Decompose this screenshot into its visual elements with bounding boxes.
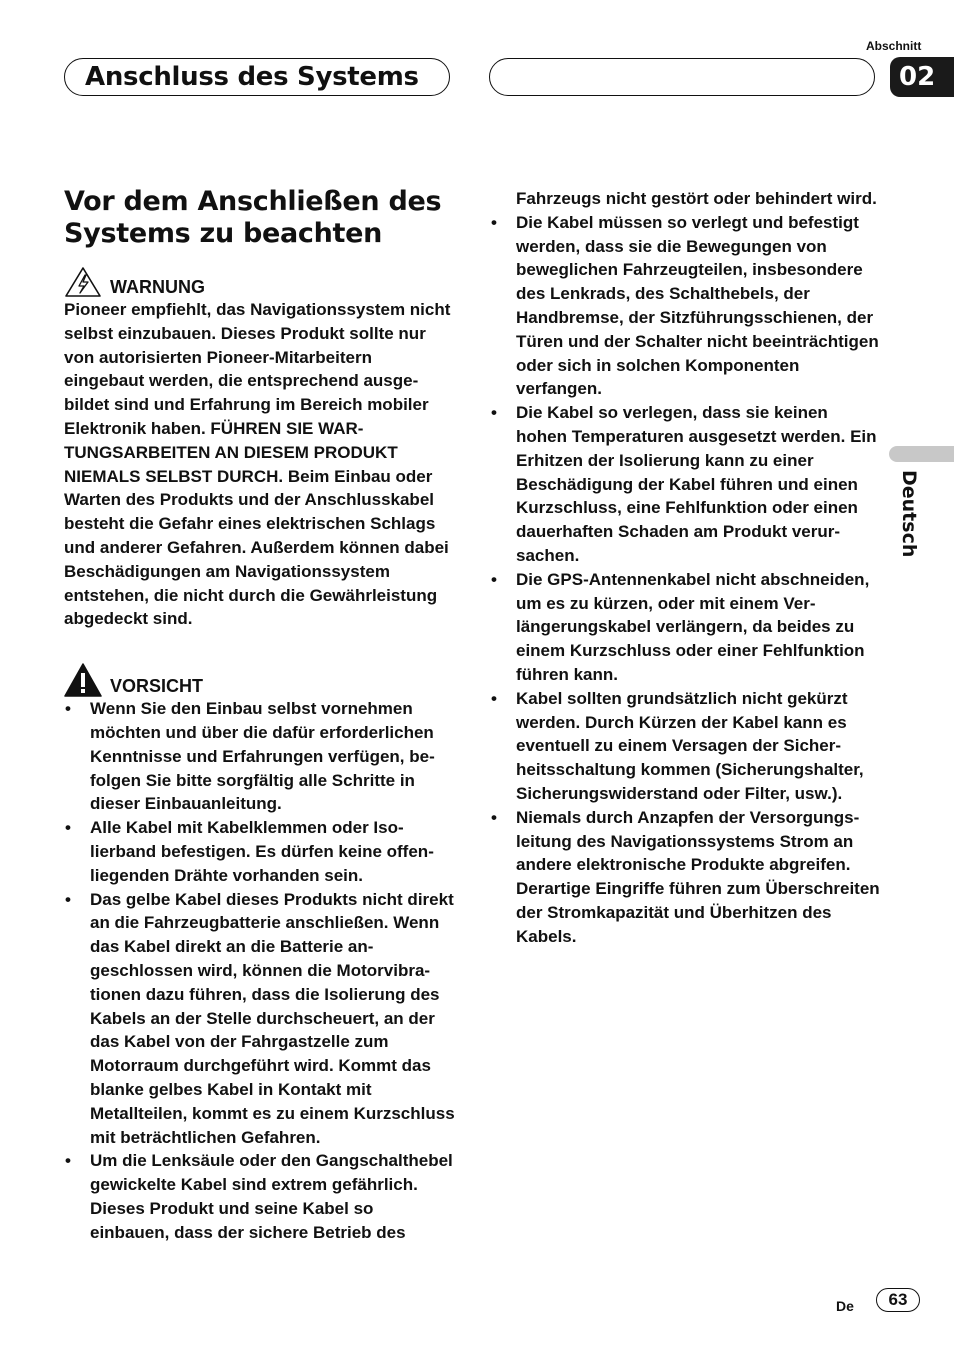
exclamation-warning-icon xyxy=(64,663,102,697)
header-blank-pill xyxy=(489,58,875,96)
list-item-continuation: Fahrzeugs nicht gestört oder behindert wird. xyxy=(516,189,877,208)
list-item: • Um die Lenksäule oder den Gangschalthebel gewickelte Kabel sind extrem gefährlich. Dieses Produkt und seine Kabel so einbauen, dass der sichere Betrieb des xyxy=(64,1149,456,1244)
left-column xyxy=(64,262,456,1244)
section-number: 02 xyxy=(899,62,936,92)
lightning-warning-icon xyxy=(64,266,102,298)
list-item: • Alle Kabel mit Kabelklemmen oder Isolierband befestigen. Es dürfen keine offenliegenden Drähte vorhanden sein. xyxy=(64,816,456,887)
list-item: • Das gelbe Kabel dieses Produkts nicht direkt an die Fahrzeugbatterie anschließen. Wenn das Kabel direkt an die Batterie angeschlossen wird, können die Motorvibrationen dazu führen, dass die Isolierung des Kabels an der Stelle durchscheuert, an der das Kabel von der Fahrgastzelle zum Motorraum durchgeführt wird. Kommt das blanke gelbes Kabel in Kontakt mit Metallteilen, kommt es zu einem Kurzschluss mit beträchtlichen Gefahren. xyxy=(64,888,456,1150)
page-number: 63 xyxy=(876,1288,920,1312)
language-tab xyxy=(889,446,954,462)
section-label: Abschnitt xyxy=(866,39,922,53)
list-item: • Die GPS-Antennenkabel nicht abschneiden, um es zu kürzen, oder mit einem Verlängerungskabel verlängern, da beides zu einem Kurzschluss oder einer Fehlfunktion führen kann. xyxy=(490,568,882,687)
warning-label: WARNUNG xyxy=(110,277,205,297)
list-item: • Wenn Sie den Einbau selbst vornehmen möchten und über die dafür erforderlichen Kenntnisse und Erfahrungen verfügen, befolgen Sie bitte sorgfältig alle Schritte in dieser Einbauanleitung. xyxy=(64,697,456,816)
list-item: • Kabel sollten grundsätzlich nicht gekürzt werden. Durch Kürzen der Kabel kann es eventuell zu einem Versagen der Sicherheitsschaltung kommen (Sicherungshalter, Sicherungswiderstand oder Filter, usw.). xyxy=(490,687,882,806)
chapter-title: Anschluss des Systems xyxy=(85,62,419,92)
page-title: Vor dem Anschließen des Systems zu beachten xyxy=(64,186,442,249)
list-item: • Die Kabel müssen so verlegt und befestigt werden, dass sie die Bewegungen von beweglichen Fahrzeugteilen, insbesondere des Lenkrads, des Schalthebels, der Handbremse, der Sitzführungsschienen, der Türen und der Schalter nicht beeinträchtigen oder sich in solchen Komponenten verfangen. xyxy=(490,211,882,401)
right-column xyxy=(490,187,882,949)
caution-list xyxy=(64,697,456,1244)
caution-label: VORSICHT xyxy=(110,676,204,697)
footer-language-code: De xyxy=(836,1298,854,1314)
chapter-header xyxy=(64,58,450,96)
caution-list-continued xyxy=(490,211,882,949)
list-item: • Niemals durch Anzapfen der Versorgungsleitung des Navigationssystems Strom an andere elektronische Produkte abgreifen. Derartige Eingriffe führen zum Überschreiten der Stromkapazität und Überhitzen des Kabels. xyxy=(490,806,882,949)
caution-section xyxy=(64,661,456,1244)
language-label: Deutsch xyxy=(898,470,920,558)
warning-text: Pioneer empfiehlt, das Navigationssystem nicht selbst einzubauen. Dieses Produkt sollte nur von autorisierten Pioneer-Mitarbeitern eingebaut werden, die entsprechend ausgebildet sind und Erfahrung im Bereich mobiler Elektronik haben. FÜHREN SIE WARTUNGSARBEITEN AN DIESEM PRODUKT NIEMALS SELBST DURCH. Beim Einbau oder Warten des Produkts und der Anschlusskabel besteht die Gefahr eines elektrischen Schlags und anderer Gefahren. Außerdem können dabei Beschädigungen am Navigationssystem entstehen, die nicht durch die Gewährleistung abgedeckt sind. xyxy=(64,300,451,629)
section-number-badge xyxy=(890,57,954,97)
warning-heading xyxy=(64,262,456,298)
caution-heading xyxy=(64,661,456,697)
list-item: • Die Kabel so verlegen, dass sie keinen hohen Temperaturen ausgesetzt werden. Ein Erhitzen der Isolierung kann zu einer Beschädigung der Kabel führen und einen Kurzschluss, eine Fehlfunktion oder einen dauerhaften Schaden am Produkt verursachen. xyxy=(490,401,882,568)
